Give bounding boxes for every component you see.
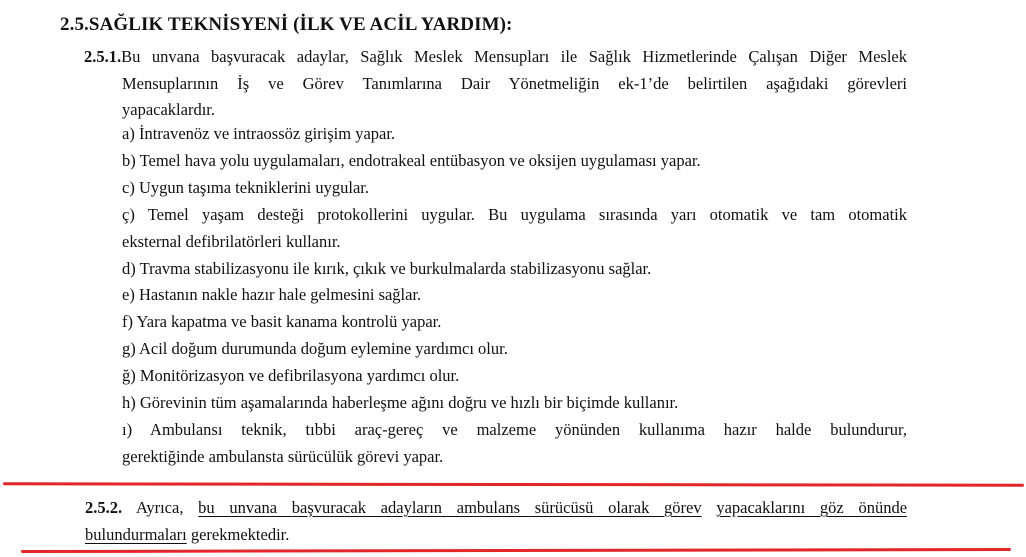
section-2-5-1-line3: yapacaklardır. [122,100,215,119]
red-highlight-line-top [3,482,1024,486]
duty-list [122,121,907,471]
section-2-5-1-line2: Mensuplarının İş ve Görev Tanımlarına Dair Yönetmeliğin ek-1’de belirtilen aşağıdaki görevleri [122,73,907,93]
list-item: b) Temel hava yolu uygulamaları, endotrakeal entübasyon ve oksijen uygulaması yapar. [122,150,701,170]
list-item-line1: ç) Temel yaşam desteği protokollerini uygular. Bu uygulama sırasında yarı otomatik ve tam otomatik [122,204,907,224]
list-item [122,202,907,256]
red-highlight-line-bottom [21,548,1011,553]
list-item: f) Yara kapatma ve basit kanama kontrolü yapar. [122,312,442,332]
underlined-text: yapacaklarını göz önünde [716,498,908,517]
list-item: d) Travma stabilizasyonu ile kırık, çıkık ve burkulmalarda stabilizasyonu sağlar. [122,258,652,278]
list-item [122,417,907,471]
section-number-2-5-1: 2.5.1. [84,47,122,66]
list-item: c) Uygun taşıma tekniklerini uygular. [122,177,369,197]
list-item: e) Hastanın nakle hazır hale gelmesini sağlar. [122,285,422,305]
underlined-text: bulundurmaları [85,524,187,544]
list-item-line2: eksternal defibrilatörleri kullanır. [122,231,341,251]
list-item: g) Acil doğum durumunda doğum eylemine yardımcı olur. [122,339,508,359]
list-item-line1: ı) Ambulansı teknik, tıbbi araç-gereç ve malzeme yönünden kullanıma hazır halde bulundurur, [122,419,907,439]
underlined-text: bu unvana başvuracak adayların ambulans sürücüsü olarak görev [198,498,702,517]
list-item: a) İntravenöz ve intraossöz girişim yapar. [122,124,396,143]
list-item: h) Görevinin tüm aşamalarında haberleşme ağını doğru ve hızlı bir biçimde kullanır. [122,393,679,413]
section-2-5-2-ending: gerekmektedir. [190,524,290,544]
section-2-5-1-text-line1: Bu unvana başvuracak adaylar, Sağlık Meslek Mensupları ile Sağlık Hizmetlerinde Çalışan Diğer Meslek [121,47,907,66]
list-item-line2: gerektiğinde ambulansta sürücülük görevi yapar. [122,446,444,466]
section-2-5-1 [84,44,907,124]
section-2-5-2-intro: Ayrıca, [135,498,184,517]
section-number-2-5-2: 2.5.2. [85,498,123,517]
section-2-5-2-line1 [85,495,907,522]
section-2-5-2-line2 [85,522,907,549]
section-2-5-1-line1 [84,44,907,71]
section-2-5-2 [85,495,907,548]
section-heading: 2.5.SAĞLIK TEKNİSYENİ (İLK VE ACİL YARDIM): [60,14,513,35]
list-item: ğ) Monitörizasyon ve defibrilasyona yardımcı olur. [122,366,460,386]
